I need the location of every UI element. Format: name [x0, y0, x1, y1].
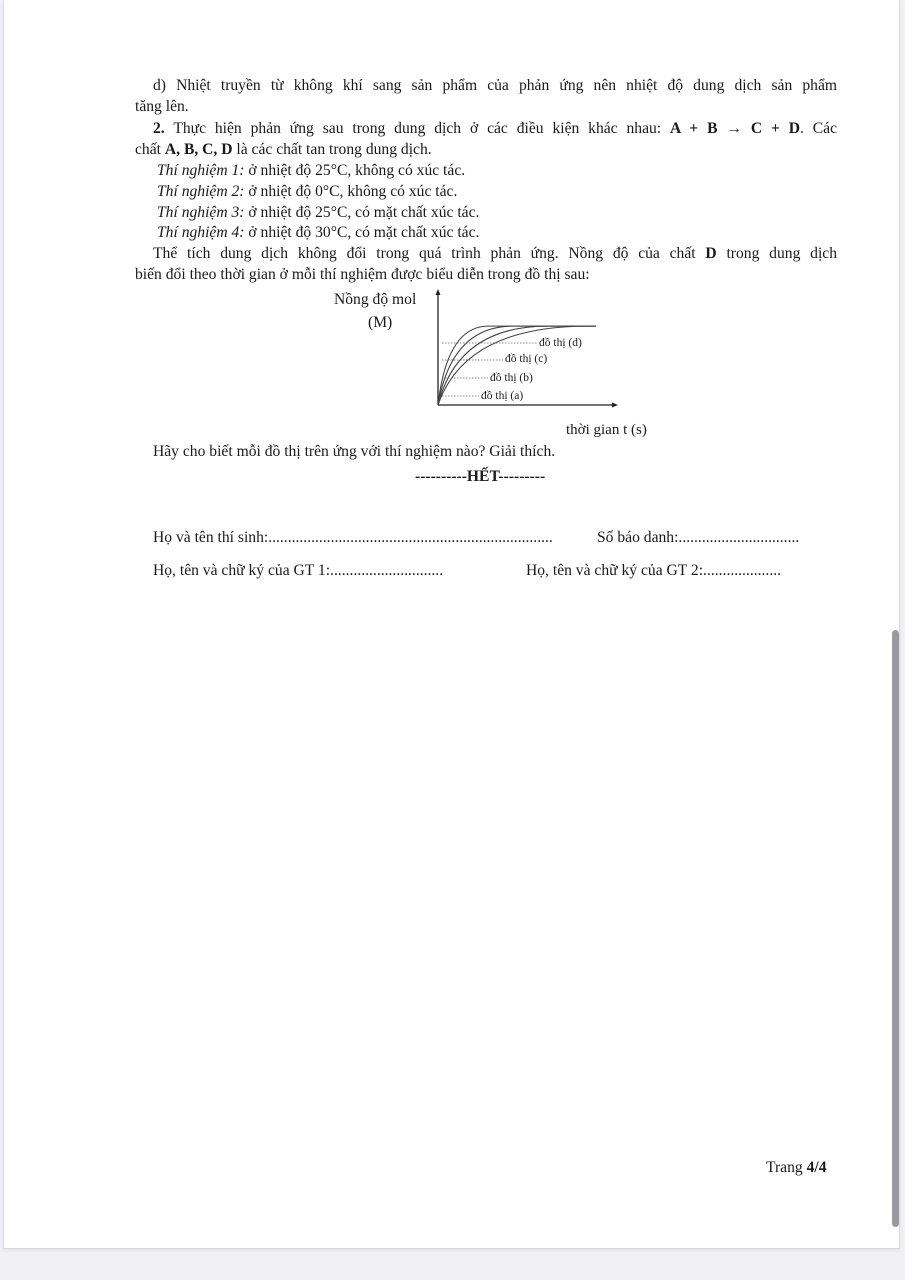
vertical-scrollbar[interactable] [892, 630, 899, 1227]
experiment-text: ở nhiệt độ 30°C, có mặt chất xúc tác. [248, 224, 480, 241]
species-prefix: chất [135, 141, 161, 158]
candidate-name-field: Họ và tên thí sinh:......................................................................... [153, 529, 553, 546]
candidate-id-field: Số báo danh:............................... [597, 529, 800, 546]
series-label-a: đồ thị (a) [481, 390, 524, 402]
y-axis-label-line-2: (M) [368, 314, 393, 331]
experiment-label: Thí nghiệm 3: [157, 204, 245, 221]
experiment-text: ở nhiệt độ 25°C, có mặt chất xúc tác. [248, 204, 480, 221]
paragraph-text-b: trong dung dịch [726, 245, 837, 262]
question-2-intro: Thực hiện phản ứng sau trong dung dịch ở các điều kiện khác nhau: [173, 120, 662, 137]
question-2-tail: . Các [799, 120, 838, 137]
paragraph-line-2: biến đổi theo thời gian ở mỗi thí nghiệm được biểu diễn trong đồ thị sau: [135, 266, 590, 283]
x-axis-label: thời gian t (s) [566, 422, 647, 438]
series-label-d: đồ thị (d) [539, 337, 582, 349]
experiment-label: Thí nghiệm 1: [157, 162, 245, 179]
concentration-time-chart [4, 0, 899, 450]
series-label-b: đồ thị (b) [490, 372, 533, 384]
reaction-equation: A + B → C + D [670, 120, 800, 137]
end-marker: ----------HẾT--------- [415, 468, 546, 485]
paragraph-text-a: Thể tích dung dịch không đổi trong quá trình phản ứng. Nồng độ của chất [153, 245, 696, 262]
page-number [766, 1157, 827, 1178]
species-suffix: là các chất tan trong dung dịch. [236, 141, 432, 158]
experiment-text: ở nhiệt độ 0°C, không có xúc tác. [248, 183, 458, 200]
y-axis-label-line-1: Nồng độ mol [334, 291, 417, 308]
x-axis-arrow [612, 403, 618, 408]
document-page [3, 0, 900, 1249]
question-number: 2. [153, 120, 165, 137]
y-axis-arrow [436, 289, 441, 295]
substance-d: D [705, 245, 717, 262]
experiment-text: ở nhiệt độ 25°C, không có xúc tác. [248, 162, 466, 179]
series-label-c: đồ thị (c) [505, 353, 548, 365]
experiment-label: Thí nghiệm 4: [157, 224, 245, 241]
proctor-2-field: Họ, tên và chữ ký của GT 2:.................... [526, 562, 782, 579]
page-number-prefix: Trang [766, 1159, 807, 1176]
experiment-label: Thí nghiệm 2: [157, 183, 245, 200]
question-prompt: Hãy cho biết mỗi đồ thị trên ứng với thí nghiệm nào? Giải thích. [153, 443, 556, 460]
species-list: A, B, C, D [164, 141, 233, 158]
part-d-line-1: d) Nhiệt truyền từ không khí sang sản phẩm của phản ứng nên nhiệt độ dung dịch sản phẩm [153, 77, 837, 94]
part-d-line-2: tăng lên. [135, 98, 189, 115]
proctor-1-field: Họ, tên và chữ ký của GT 1:............................. [153, 562, 444, 579]
page-number-value: 4/4 [806, 1159, 827, 1176]
